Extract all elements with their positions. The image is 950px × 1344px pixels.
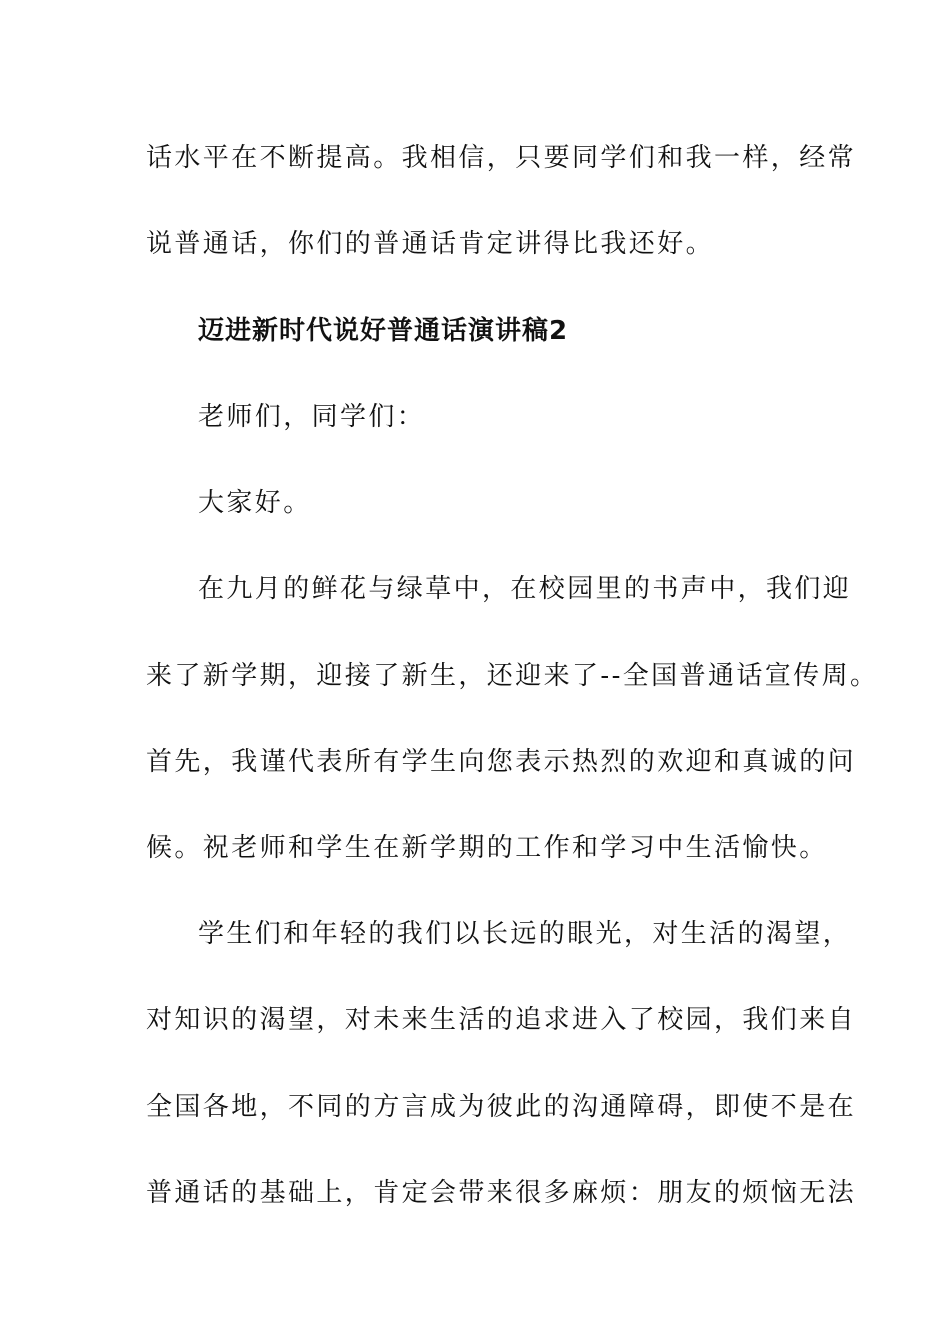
section-title: 迈进新时代说好普通话演讲稿2 (198, 316, 569, 346)
greeting: 大家好。 (198, 488, 312, 518)
paragraph-line: 话水平在不断提高。我相信，只要同学们和我一样，经常 (146, 143, 857, 173)
paragraph-line: 说普通话，你们的普通话肯定讲得比我还好。 (146, 229, 715, 259)
paragraph-line: 普通话的基础上，肯定会带来很多麻烦：朋友的烦恼无法 (146, 1178, 857, 1208)
paragraph-line: 首先，我谨代表所有学生向您表示热烈的欢迎和真诚的问 (146, 747, 857, 777)
salutation: 老师们，同学们： (198, 402, 426, 432)
paragraph-line: 在九月的鲜花与绿草中，在校园里的书声中，我们迎 (198, 574, 852, 604)
paragraph-line: 全国各地，不同的方言成为彼此的沟通障碍，即使不是在 (146, 1092, 857, 1122)
paragraph-line: 对知识的渴望，对未来生活的追求进入了校园，我们来自 (146, 1005, 857, 1035)
paragraph-line: 来了新学期，迎接了新生，还迎来了--全国普通话宣传周。 (146, 661, 879, 691)
paragraph-line: 候。祝老师和学生在新学期的工作和学习中生活愉快。 (146, 833, 828, 863)
paragraph-line: 学生们和年轻的我们以长远的眼光，对生活的渴望， (198, 919, 852, 949)
